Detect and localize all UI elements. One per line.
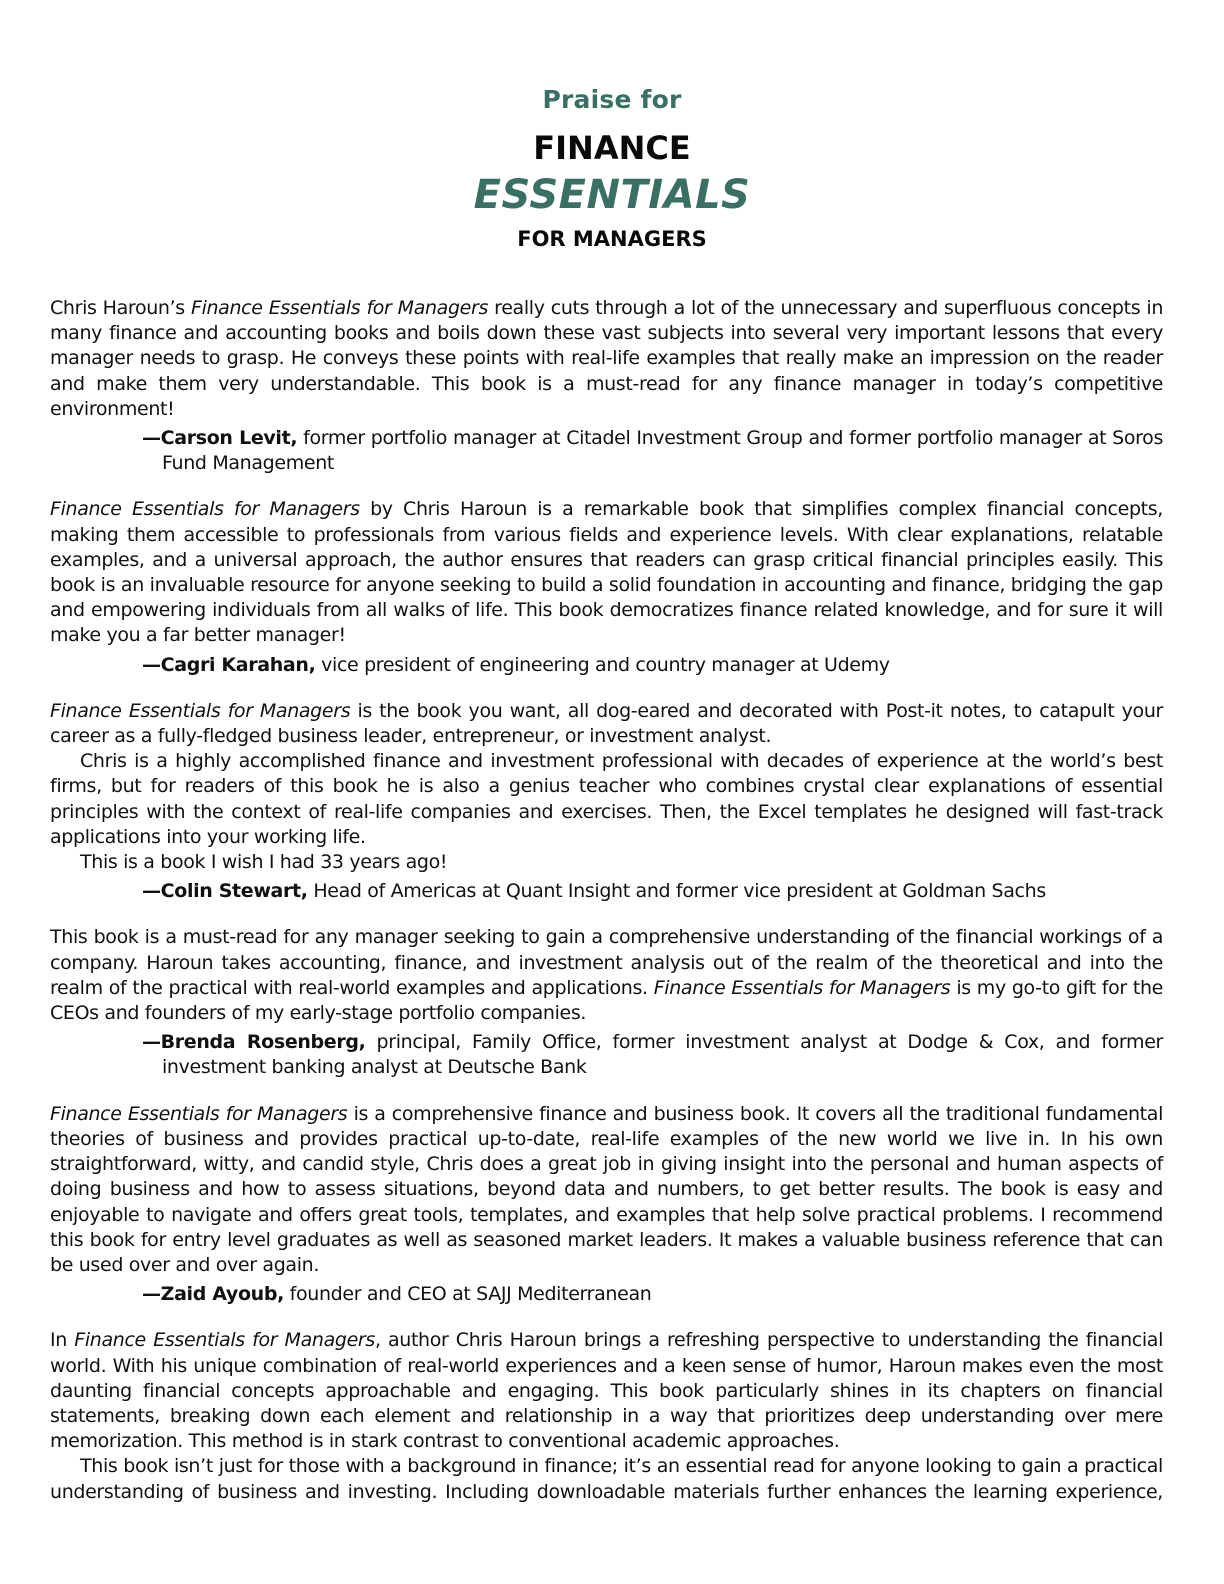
page-header [0, 82, 1224, 254]
attribution [70, 1282, 1163, 1307]
testimonial-paragraph [50, 925, 1163, 1026]
attribution [70, 879, 1163, 904]
text: , author Chris Haroun brings a refreshing perspective to understanding the financial world. With his unique combination of real-world experiences and a keen sense of humor, Haroun makes even the most daunting financial concepts approachable and engaging. This book particularly shines in its chapters on financial statements, breaking down each element and relationship in a way that prioritizes deep understanding over mere memorization. This method is in stark contrast to conventional academic approaches. [50, 1329, 1164, 1453]
em-dash: — [142, 1031, 161, 1054]
em-dash: — [142, 653, 161, 676]
reviewer-title: vice president of engineering and country manager at Udemy [315, 653, 890, 676]
reviewer-name: Carson Levit, [160, 427, 298, 450]
text: is my go-to gift for the CEOs and founders of my early-stage portfolio companies. [50, 976, 1163, 1025]
em-dash: — [142, 427, 161, 450]
testimonial-paragraph [50, 296, 1163, 422]
reviewer-title: founder and CEO at SAJJ Mediterranean [283, 1283, 652, 1306]
book-title-italic: Finance Essentials for Managers [74, 1329, 375, 1352]
testimonial [50, 699, 1163, 905]
text: is the book you want, all dog-eared and decorated with Post-it notes, to catapult your career as a fully-fledged business leader, entrepreneur, or investment analyst. [50, 699, 1163, 748]
attribution [70, 653, 1163, 678]
reviewer-name: Brenda Rosenberg, [160, 1031, 366, 1054]
text: This book is a must-read for any manager seeking to gain a comprehensive understanding of the financial workings of a company. Haroun takes accounting, finance, and investment analysis out of the realm of the theoretical and into the realm of the practical with real-world examples and applications. [50, 926, 1163, 999]
reviewer-name: Zaid Ayoub, [160, 1283, 284, 1306]
reviewer-title: former portfolio manager at Citadel Investment Group and former portfolio manager at Soros Fund Management [162, 427, 1164, 475]
testimonial-paragraph [50, 497, 1163, 648]
attribution [70, 426, 1163, 476]
text: In [50, 1329, 75, 1352]
testimonial [50, 925, 1163, 1080]
book-title-italic: Finance Essentials for Managers [653, 976, 951, 999]
em-dash: — [142, 1283, 161, 1306]
praise-heading: Praise for [542, 85, 682, 114]
reviewer-title: principal, Family Office, former investment analyst at Dodge & Cox, and former investment banking analyst at Deutsche Bank [162, 1031, 1164, 1079]
testimonial-paragraph [50, 850, 1163, 875]
title-finance: FINANCE [533, 129, 691, 167]
testimonial-paragraph [50, 1102, 1163, 1278]
reviewer-title: Head of Americas at Quant Insight and former vice president at Goldman Sachs [307, 880, 1046, 903]
testimonial [50, 497, 1163, 677]
testimonial-paragraph [50, 699, 1163, 749]
book-title-italic: Finance Essentials for Managers [50, 699, 351, 722]
book-title-italic: Finance Essentials for Managers [50, 1102, 348, 1125]
title-for-managers: FOR MANAGERS [517, 227, 707, 251]
title-essentials: ESSENTIALS [473, 172, 751, 218]
text: Chris is a highly accomplished finance and investment professional with decades of experience at the world’s best firms, but for readers of this book he is also a genius teacher who combines crystal clear explanations of essential principles with the context of real-life companies and exercises. Then, the Excel templates he designed will fast-track applications into your working life. [50, 750, 1163, 848]
testimonials [50, 296, 1163, 1526]
reviewer-name: Colin Stewart, [160, 880, 308, 903]
testimonial [50, 296, 1163, 476]
text: This book isn’t just for those with a background in finance; it’s an essential read for anyone looking to gain a practical understanding of business and investing. Including downloadable materials further enhances the learning experience, [50, 1455, 1163, 1503]
testimonial [50, 1328, 1163, 1504]
em-dash: — [142, 880, 161, 903]
text: is a comprehensive finance and business book. It covers all the traditional fundamental theories of business and provides practical up-to-date, real-life examples of the new world we live in. In his own straightforward, witty, and candid style, Chris does a great job in giving insight into the personal and human aspects of doing business and how to assess situations, beyond data and numbers, to get better results. The book is easy and enjoyable to navigate and offers great tools, templates, and examples that help solve practical problems. I recommend this book for entry level graduates as well as seasoned market leaders. It makes a valuable business reference that can be used over and over again. [50, 1102, 1163, 1276]
text: This is a book I wish I had 33 years ago! [80, 851, 448, 874]
text: by Chris Haroun is a remarkable book that simplifies complex financial concepts, making them accessible to professionals from various fields and experience levels. With clear explanations, relatable examples, and a universal approach, the author ensures that readers can grasp critical financial principles easily. This book is an invaluable resource for anyone seeking to build a solid foundation in accounting and finance, bridging the gap and empowering individuals from all walks of life. This book democratizes finance related knowledge, and for sure it will make you a far better manager! [50, 498, 1163, 647]
attribution [70, 1030, 1163, 1080]
reviewer-name: Cagri Karahan, [160, 653, 316, 676]
testimonial-paragraph [50, 1454, 1163, 1504]
book-title-italic: Finance Essentials for Managers [190, 297, 489, 319]
text: really cuts through a lot of the unnecessary and superfluous concepts in many finance and accounting books and boils down these vast subjects into several very important lessons that every manager needs to grasp. He conveys these points with real-life examples that really make an impression on the reader and make them very understandable. This book is a must-read for any finance manager in today’s competitive environment! [50, 297, 1164, 420]
book-title-italic: Finance Essentials for Managers [50, 498, 360, 521]
testimonial-paragraph [50, 1328, 1163, 1454]
testimonial-paragraph [50, 749, 1163, 850]
testimonial [50, 1102, 1163, 1308]
text: Chris Haroun’s [50, 297, 191, 319]
